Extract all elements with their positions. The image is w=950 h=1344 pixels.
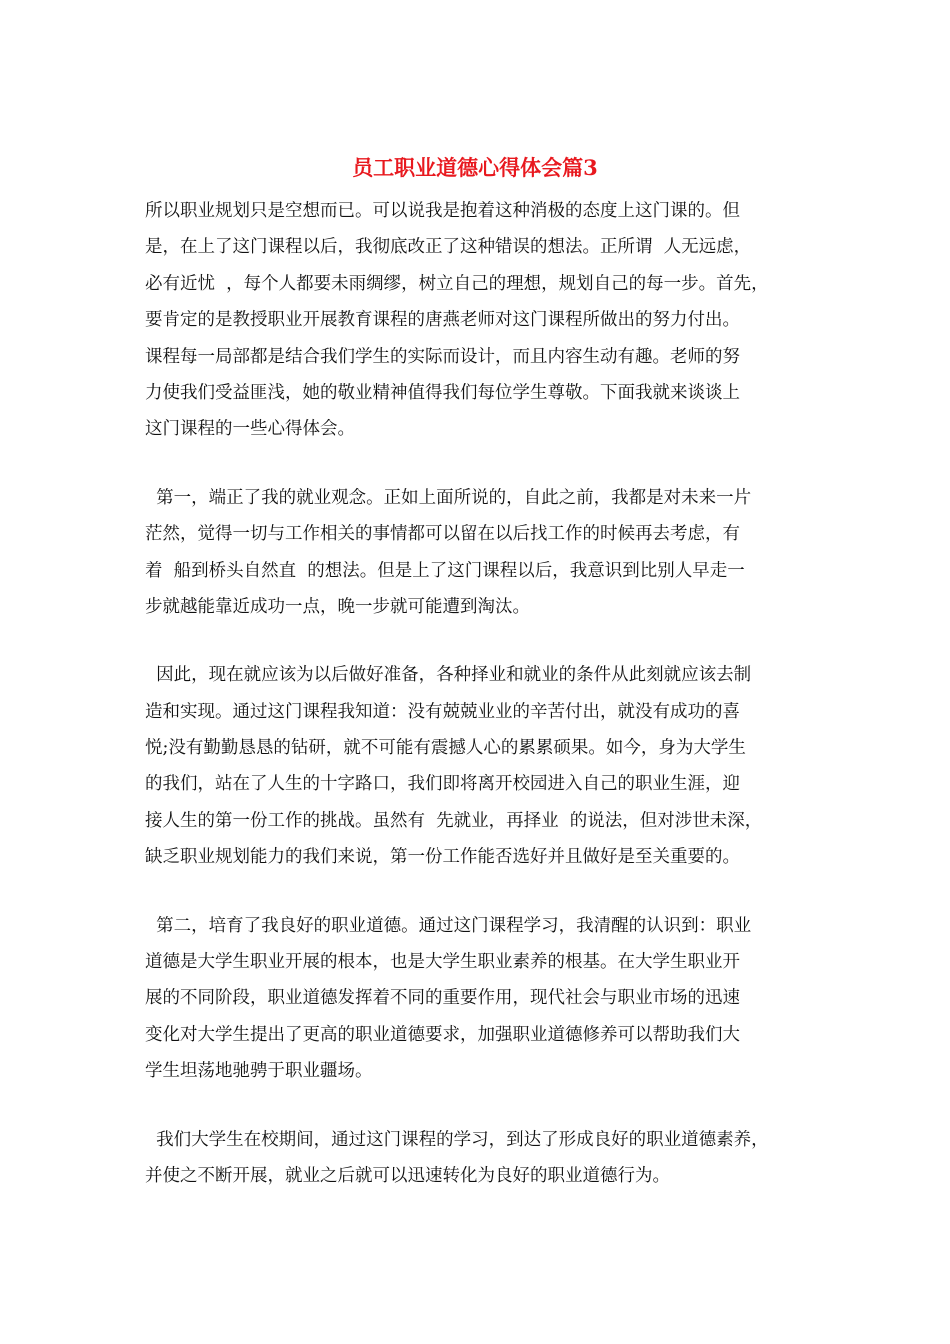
text-line: 课程每一局部都是结合我们学生的实际而设计，而且内容生动有趣。老师的努 xyxy=(145,346,740,367)
text-line: 力使我们受益匪浅，她的敬业精神值得我们每位学生尊敬。下面我就来谈谈上 xyxy=(145,382,740,403)
text-line: 是，在上了这门课程以后，我彻底改正了这种错误的想法。正所谓 人无远虑， xyxy=(145,237,752,258)
text-line: 必有近忧 ，每个人都要未雨绸缪，树立自己的理想，规划自己的每一步。首先， xyxy=(145,273,769,294)
text-line: 学生坦荡地驰骋于职业疆场。 xyxy=(145,1061,373,1082)
text-line: 步就越能靠近成功一点，晚一步就可能遭到淘汰。 xyxy=(145,596,530,617)
document-body xyxy=(145,193,825,1226)
text-line: 变化对大学生提出了更高的职业道德要求，加强职业道德修养可以帮助我们大 xyxy=(145,1024,740,1045)
text-line: 接人生的第一份工作的挑战。虽然有 先就业，再择业 的说法，但对涉世未深， xyxy=(145,810,763,831)
text-line: 展的不同阶段，职业道德发挥着不同的重要作用，现代社会与职业市场的迅速 xyxy=(145,988,740,1009)
text-line: 第二，培育了我良好的职业道德。通过这门课程学习，我清醒的认识到：职业 xyxy=(145,915,752,936)
text-line: 的我们，站在了人生的十字路口，我们即将离开校园进入自己的职业生涯，迎 xyxy=(145,774,740,795)
text-line: 道德是大学生职业开展的根本，也是大学生职业素养的根基。在大学生职业开 xyxy=(145,952,740,973)
text-line: 第一，端正了我的就业观念。正如上面所说的，自此之前，我都是对未来一片 xyxy=(145,487,752,508)
text-line: 悦;没有勤勤恳恳的钻研，就不可能有震撼人心的累累硕果。如今，身为大学生 xyxy=(145,738,746,759)
paragraph-4 xyxy=(145,908,825,1090)
document-title: 员工职业道德心得体会篇3 xyxy=(352,155,598,180)
paragraph-5 xyxy=(145,1122,825,1195)
text-line: 所以职业规划只是空想而已。可以说我是抱着这种消极的态度上这门课的。但 xyxy=(145,201,740,221)
text-line: 着 船到桥头自然直 的想法。但是上了这门课程以后，我意识到比别人早走一 xyxy=(145,560,745,581)
text-line: 我们大学生在校期间，通过这门课程的学习，到达了形成良好的职业道德素养， xyxy=(145,1129,769,1150)
text-line: 并使之不断开展，就业之后就可以迅速转化为良好的职业道德行为。 xyxy=(145,1165,670,1186)
paragraph-3 xyxy=(145,657,825,875)
text-line: 这门课程的一些心得体会。 xyxy=(145,419,355,440)
text-line: 要肯定的是教授职业开展教育课程的唐燕老师对这门课程所做出的努力付出。 xyxy=(145,310,740,331)
text-line: 造和实现。通过这门课程我知道：没有兢兢业业的辛苦付出，就没有成功的喜 xyxy=(145,701,740,722)
paragraph-2 xyxy=(145,480,825,626)
text-line: 因此，现在就应该为以后做好准备，各种择业和就业的条件从此刻就应该去制 xyxy=(145,665,752,686)
text-line: 茫然，觉得一切与工作相关的事情都可以留在以后找工作的时候再去考虑，有 xyxy=(145,524,740,545)
text-line: 缺乏职业规划能力的我们来说，第一份工作能否选好并且做好是至关重要的。 xyxy=(145,847,740,868)
paragraph-1 xyxy=(145,193,825,448)
